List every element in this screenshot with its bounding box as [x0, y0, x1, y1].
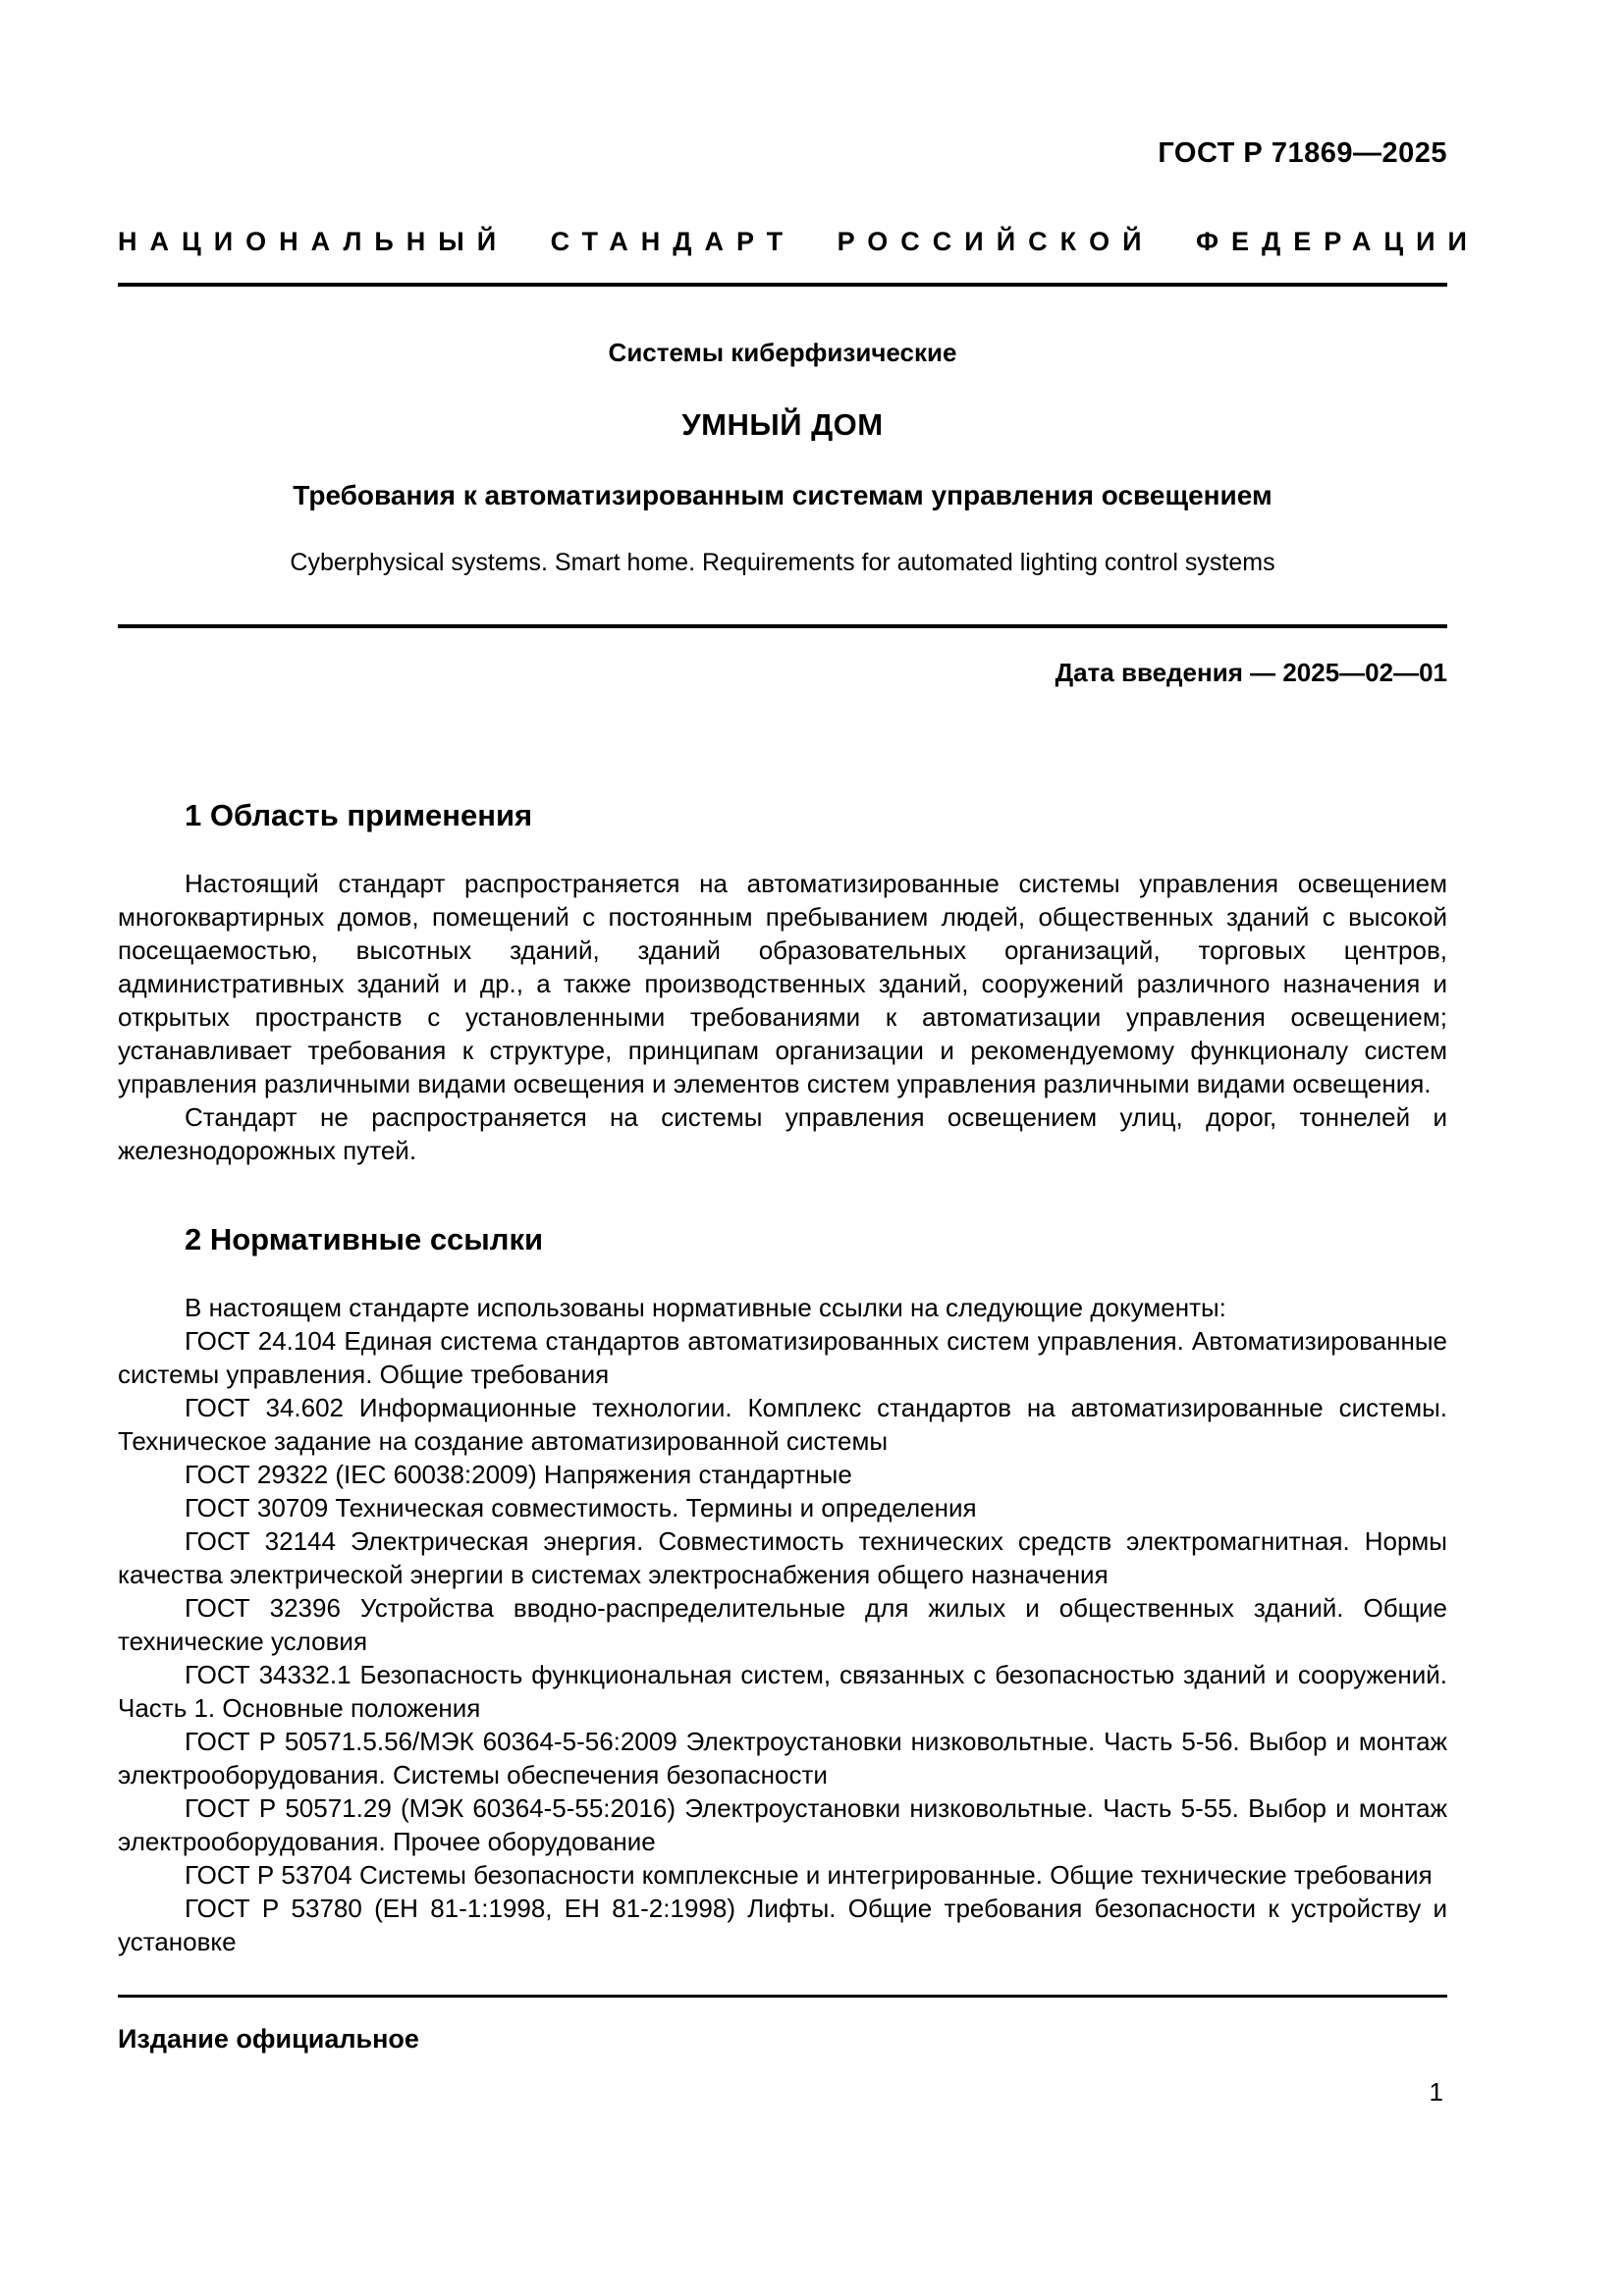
title-block	[118, 287, 1447, 624]
normative-ref: ГОСТ Р 50571.5.56/МЭК 60364-5-56:2009 Электроустановки низковольтные. Часть 5-56. Выбор и монтаж электрооборудования. Системы обеспечения безопасности	[118, 1727, 1447, 1789]
doc-title-english: Cyberphysical systems. Smart home. Requirements for automated lighting control systems	[290, 549, 1275, 576]
normative-ref: ГОСТ Р 50571.29 (МЭК 60364-5-55:2016) Электроустановки низковольтные. Часть 5-55. Выбор и монтаж электрооборудования. Прочее оборудование	[118, 1793, 1447, 1856]
introduction-date: Дата введения — 2025—02—01	[1055, 658, 1447, 687]
normative-ref: ГОСТ 32396 Устройства вводно-распределительные для жилых и общественных зданий. Общие технические условия	[118, 1593, 1447, 1656]
divider-title	[118, 624, 1447, 628]
section-1-heading: 1 Область применения	[185, 798, 533, 832]
page-content	[118, 137, 1480, 1958]
doc-title: УМНЫЙ ДОМ	[681, 407, 884, 442]
section-2-heading: 2 Нормативные ссылки	[185, 1222, 544, 1256]
normative-ref: ГОСТ Р 53704 Системы безопасности комплексные и интегрированные. Общие технические требования	[185, 1860, 1433, 1890]
normative-ref: ГОСТ Р 53780 (ЕН 81-1:1998, ЕН 81-2:1998) Лифты. Общие требования безопасности к устройству и установке	[118, 1894, 1447, 1956]
normative-ref: ГОСТ 32144 Электрическая энергия. Совместимость технических средств электромагнитная. Нормы качества электрической энергии в системах электроснабжения общего назначения	[118, 1526, 1447, 1589]
national-standard-banner: НАЦИОНАЛЬНЫЙ СТАНДАРТ РОССИЙСКОЙ ФЕДЕРАЦИИ	[118, 227, 1480, 256]
doc-subject: Системы киберфизические	[608, 338, 957, 367]
normative-ref: ГОСТ 30709 Техническая совместимость. Термины и определения	[185, 1493, 977, 1522]
official-edition-label: Издание официальное	[118, 2024, 419, 2054]
divider-footer	[118, 1995, 1447, 1998]
normative-ref: ГОСТ 29322 (IEC 60038:2009) Напряжения стандартные	[185, 1460, 852, 1489]
normative-ref: ГОСТ 24.104 Единая система стандартов автоматизированных систем управления. Автоматизированные системы управления. Общие требования	[118, 1326, 1447, 1389]
doc-subtitle: Требования к автоматизированным системам управления освещением	[293, 480, 1272, 510]
doc-number: ГОСТ Р 71869—2025	[1158, 137, 1447, 169]
normative-refs-intro: В настоящем стандарте использованы нормативные ссылки на следующие документы:	[185, 1293, 1226, 1322]
normative-ref: ГОСТ 34.602 Информационные технологии. Комплекс стандартов на автоматизированные системы. Техническое задание на создание автоматизированной системы	[118, 1393, 1447, 1456]
normative-ref: ГОСТ 34332.1 Безопасность функциональная систем, связанных с безопасностью зданий и сооружений. Часть 1. Основные положения	[118, 1660, 1447, 1723]
scope-paragraph: Стандарт не распространяется на системы управления освещением улиц, дорог, тоннелей и железнодорожных путей.	[118, 1102, 1447, 1165]
scope-paragraph: Настоящий стандарт распространяется на автоматизированные системы управления освещением многоквартирных домов, помещений с постоянным пребыванием людей, общественных зданий с высокой посещаемостью, высотных зданий, зданий образовательных организаций, торговых центров, административных зданий и др., а также производственных зданий, сооружений различного назначения и открытых пространств с установленными требованиями к автоматизации управления освещением; устанавливает требования к структуре, принципам организации и рекомендуемому функционалу систем управления различными видами освещения и элементов систем управления различными видами освещения.	[118, 869, 1447, 1098]
page-number: 1	[1429, 2077, 1443, 2107]
